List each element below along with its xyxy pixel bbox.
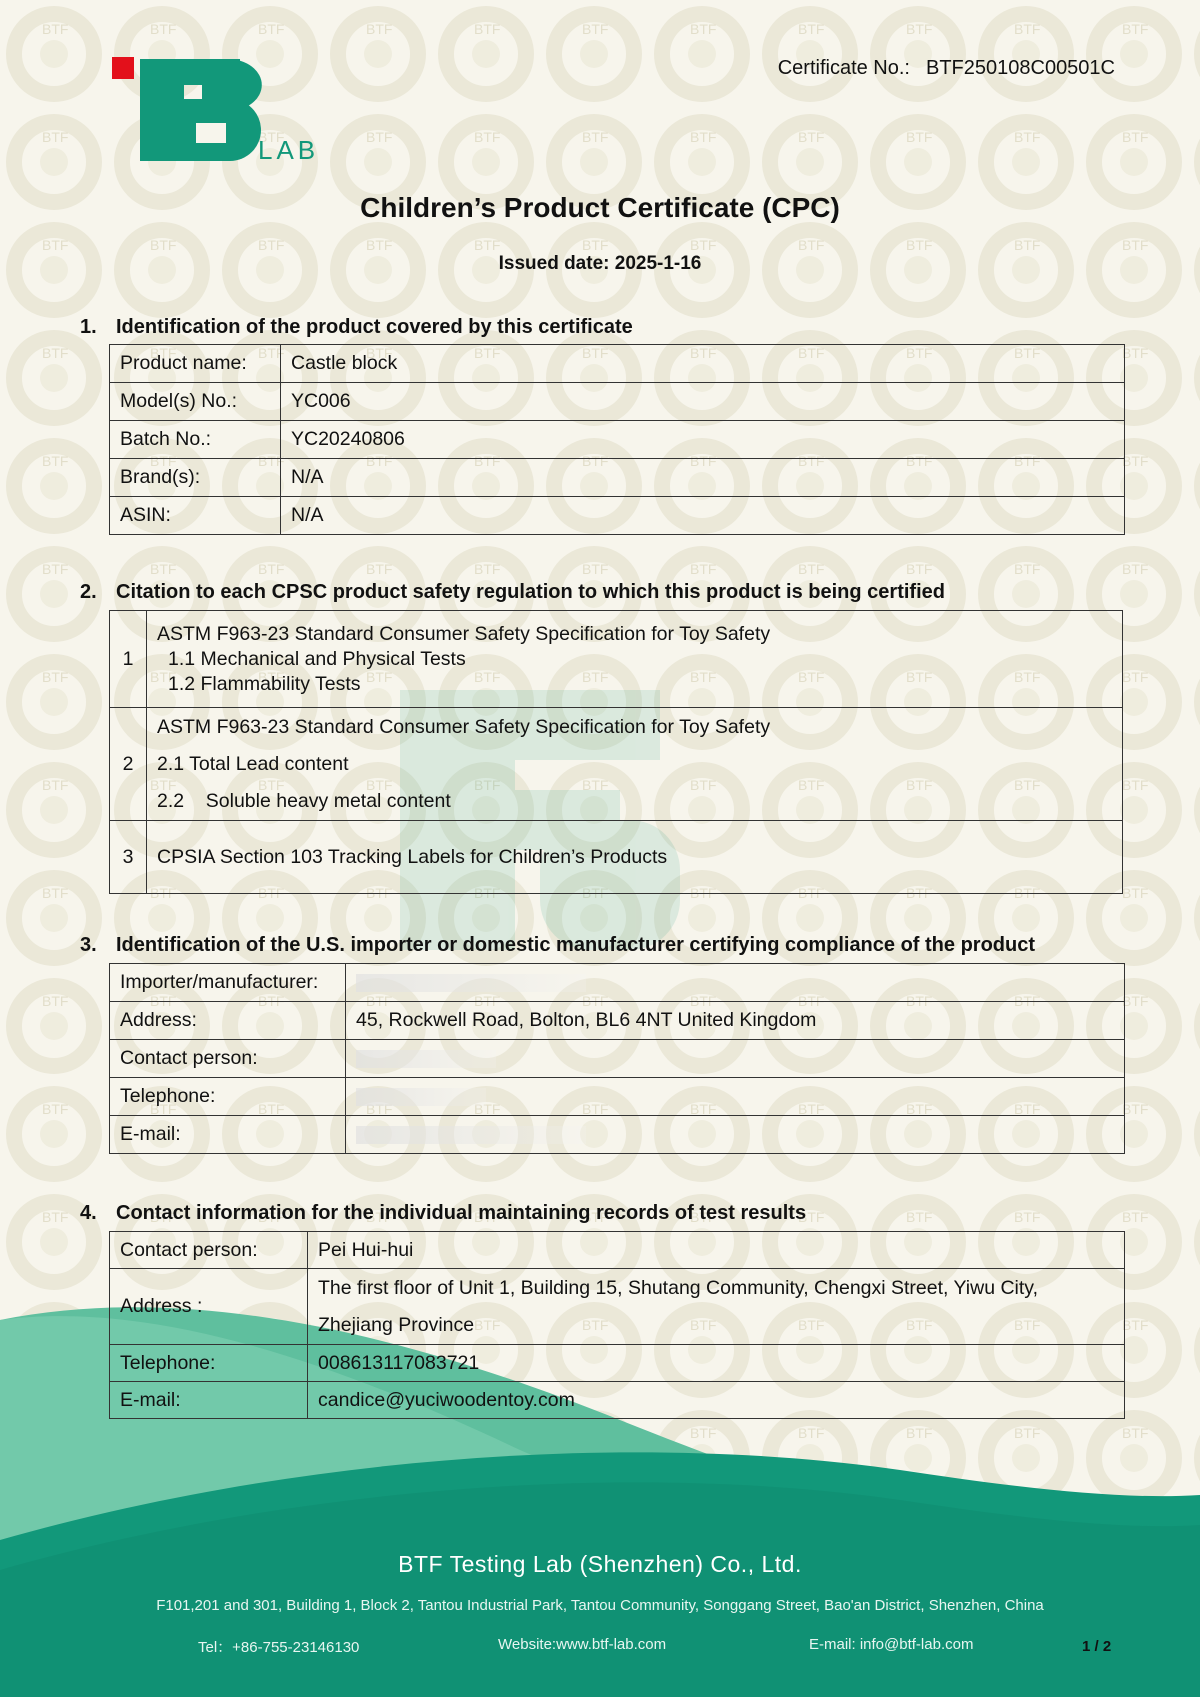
- table-row: [110, 1078, 1125, 1116]
- footer-website-link[interactable]: Website:www.btf-lab.com: [498, 1636, 667, 1653]
- table-row: [110, 383, 1125, 421]
- footer-company-name: BTF Testing Lab (Shenzhen) Co., Ltd.: [398, 1551, 802, 1577]
- row-number: 1: [110, 611, 147, 708]
- redacted-mark: [356, 1088, 486, 1106]
- row-number: 2: [110, 708, 147, 821]
- redacted-mark: [356, 1126, 586, 1144]
- footer-address: F101,201 and 301, Building 1, Block 2, Tantou Industrial Park, Tantou Community, Songgang Street, Bao'an District, Shenzhen, China: [156, 1597, 1044, 1614]
- table-row: [110, 1002, 1125, 1040]
- row-value: Castle block: [281, 345, 1125, 383]
- table-row: [110, 345, 1125, 383]
- row-label: Batch No.:: [110, 421, 281, 459]
- row-value: 008613117083721: [308, 1345, 1125, 1382]
- citation-line: 1.1 Mechanical and Physical Tests: [168, 647, 466, 670]
- row-value-redacted: [346, 1040, 1125, 1078]
- table-row: [110, 611, 1123, 708]
- row-value: The first floor of Unit 1, Building 15, Shutang Community, Chengxi Street, Yiwu City, Zhejiang Province: [308, 1269, 1125, 1345]
- table-row: [110, 964, 1125, 1002]
- table-row: [110, 459, 1125, 497]
- row-value: 45, Rockwell Road, Bolton, BL6 4NT United Kingdom: [346, 1002, 1125, 1040]
- table-row: [110, 421, 1125, 459]
- citation-line: 2.1 Total Lead content: [157, 752, 349, 775]
- issued-date: Issued date: 2025-1-16: [498, 253, 702, 274]
- table-row: [110, 821, 1123, 894]
- regulation-citation-table: [109, 610, 1123, 894]
- importer-identification-table: [109, 963, 1125, 1154]
- citation-line: ASTM F963-23 Standard Consumer Safety Specification for Toy Safety: [157, 622, 771, 645]
- certificate-number-label: Certificate No.:: [777, 57, 910, 79]
- page-number: 1 / 2: [1082, 1638, 1112, 1655]
- section-3-heading: 3. Identification of the U.S. importer or domestic manufacturer certifying compliance of the product: [80, 934, 1036, 956]
- row-label: Address:: [110, 1002, 346, 1040]
- row-label: Telephone:: [110, 1345, 308, 1382]
- row-label: Model(s) No.:: [110, 383, 281, 421]
- btf-lab-logo: [110, 55, 330, 167]
- footer-email-link[interactable]: E-mail: info@btf-lab.com: [809, 1636, 974, 1653]
- certificate-number: [778, 57, 1115, 80]
- row-number: 3: [110, 821, 147, 894]
- logo-red-square-icon: [112, 57, 134, 79]
- row-value-redacted: [346, 1078, 1125, 1116]
- table-row: [110, 708, 1123, 821]
- row-label: Telephone:: [110, 1078, 346, 1116]
- table-row: [110, 1269, 1125, 1345]
- table-row: [110, 1382, 1125, 1419]
- citation-line: 2.2 Soluble heavy metal content: [157, 789, 451, 812]
- section-2-heading: 2. Citation to each CPSC product safety regulation to which this product is being certified: [80, 581, 945, 603]
- table-row: [110, 1232, 1125, 1269]
- row-value: candice@yuciwoodentoy.com: [308, 1382, 1125, 1419]
- svg-text:LAB: LAB: [258, 135, 320, 165]
- page-title: Children’s Product Certificate (CPC): [360, 192, 840, 223]
- section-4-heading: 4. Contact information for the individual maintaining records of test results: [80, 1202, 807, 1224]
- table-row: [110, 497, 1125, 535]
- row-label: Contact person:: [110, 1040, 346, 1078]
- redacted-mark: [356, 1050, 496, 1068]
- row-value: YC20240806: [281, 421, 1125, 459]
- row-label: ASIN:: [110, 497, 281, 535]
- row-label: Importer/manufacturer:: [110, 964, 346, 1002]
- row-value: N/A: [281, 459, 1125, 497]
- table-row: [110, 1116, 1125, 1154]
- product-identification-table: [109, 344, 1125, 535]
- row-label: E-mail:: [110, 1116, 346, 1154]
- footer-telephone: Tel：+86-755-23146130: [198, 1639, 360, 1656]
- table-row: [110, 1345, 1125, 1382]
- row-value: YC006: [281, 383, 1125, 421]
- row-label: Brand(s):: [110, 459, 281, 497]
- certificate-number-value: BTF250108C00501C: [925, 57, 1115, 79]
- table-row: [110, 1040, 1125, 1078]
- redacted-mark: [356, 974, 586, 992]
- row-label: Contact person:: [110, 1232, 308, 1269]
- row-label: Product name:: [110, 345, 281, 383]
- records-contact-table: [109, 1231, 1125, 1419]
- row-value: Pei Hui-hui: [308, 1232, 1125, 1269]
- citation-line: ASTM F963-23 Standard Consumer Safety Specification for Toy Safety: [157, 715, 771, 738]
- row-value: N/A: [281, 497, 1125, 535]
- row-label: Address :: [110, 1269, 308, 1345]
- section-1-heading: 1. Identification of the product covered by this certificate: [80, 316, 633, 338]
- row-label: E-mail:: [110, 1382, 308, 1419]
- row-value-redacted: [346, 1116, 1125, 1154]
- citation-line: CPSIA Section 103 Tracking Labels for Children’s Products: [157, 845, 668, 868]
- row-value-redacted: [346, 964, 1125, 1002]
- citation-line: 1.2 Flammability Tests: [168, 672, 361, 695]
